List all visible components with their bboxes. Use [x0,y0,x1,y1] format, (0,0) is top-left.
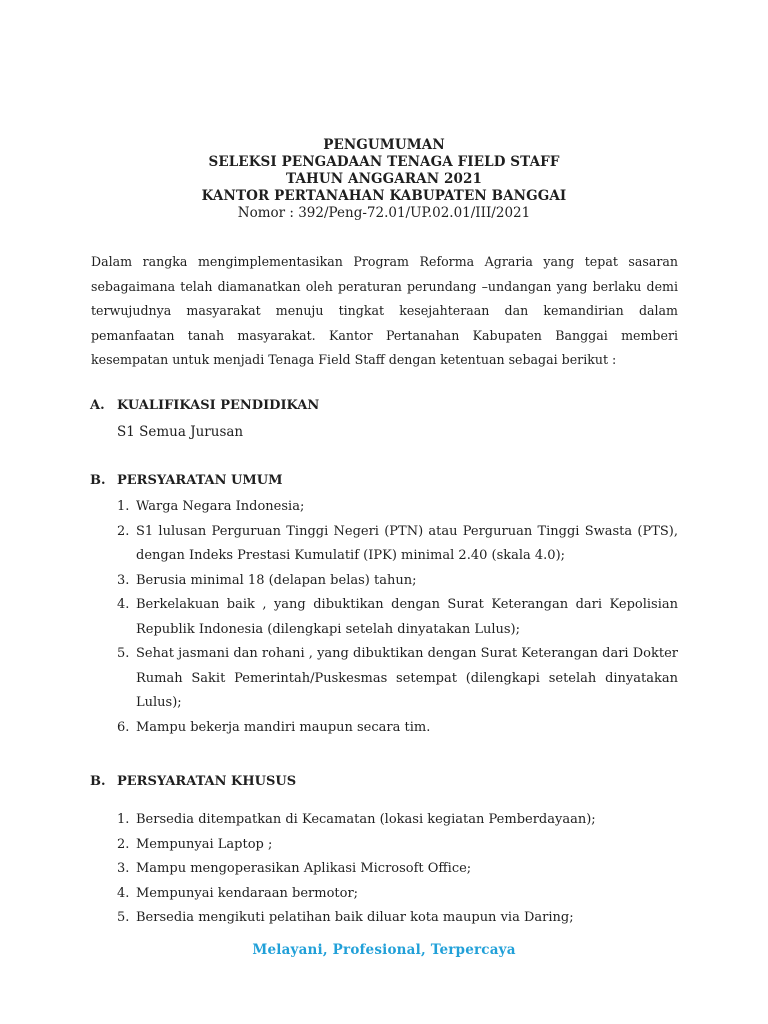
footer-motto: Melayani, Profesional, Terpercaya [252,942,516,958]
header-office: KANTOR PERTANAHAN KABUPATEN BANGGAI [201,188,567,204]
header-title: PENGUMUMAN [323,137,445,153]
list-item [117,495,678,520]
section-b2-heading [90,774,296,789]
list-item [117,569,678,594]
list-item-text: Mampu mengoperasikan Aplikasi Microsoft Office; [136,861,472,876]
list-item-number: 1. [117,812,130,827]
section-a-title: KUALIFIKASI PENDIDIKAN [117,398,320,413]
list-item-number: 2. [117,836,130,852]
section-b1-list [117,495,678,740]
list-item [117,906,678,931]
list-item-text: Berusia minimal 18 (delapan belas) tahun; [136,572,417,588]
list-item [117,716,678,741]
list-item [117,593,678,642]
header-subtitle: SELEKSI PENGADAAN TENAGA FIELD STAFF [208,154,560,170]
list-item-text: Mempunyai kendaraan bermotor; [136,885,359,901]
list-item [117,857,678,882]
list-item-number: 4. [117,597,130,612]
list-item-text: Berkelakuan baik , yang dibuktikan dengan Surat Keterangan dari Kepolisian Republik Indonesia (dilengkapi setelah dinyatakan Lulus); [136,597,678,637]
section-a-content: S1 Semua Jurusan [117,424,244,440]
document-header [0,137,768,222]
list-item-number: 4. [117,885,130,901]
list-item-number: 3. [117,861,130,876]
section-b2-title: PERSYARATAN KHUSUS [117,774,297,789]
list-item-text: Bersedia mengikuti pelatihan baik diluar kota maupun via Daring; [136,910,574,925]
section-a-letter: A. [90,398,105,413]
list-item [117,882,678,907]
list-item-number: 5. [117,646,130,661]
section-a-heading [90,398,319,413]
list-item-number: 2. [117,523,130,539]
list-item-text: Bersedia ditempatkan di Kecamatan (lokasi kegiatan Pemberdayaan); [136,812,596,827]
list-item-text: Mampu bekerja mandiri maupun secara tim. [136,719,431,735]
list-item-text: Mempunyai Laptop ; [136,836,273,852]
section-b1-title: PERSYARATAN UMUM [117,473,283,488]
header-year: TAHUN ANGGARAN 2021 [286,171,482,187]
list-item [117,642,678,716]
list-item [117,520,678,569]
section-b2-list [117,808,678,931]
section-b1-letter: B. [90,473,106,488]
list-item [117,833,678,858]
header-number: Nomor : 392/Peng-72.01/UP.02.01/III/2021 [237,205,531,221]
list-item [117,808,678,833]
list-item-text: Warga Negara Indonesia; [136,499,305,514]
intro-paragraph: Dalam rangka mengimplementasikan Program Reforma Agraria yang tepat sasaran sebagaimana telah diamanatkan oleh peraturan perundang –undangan yang berlaku demi terwujudnya masyarakat menuju tingkat kesejahteraan dan kemandirian dalam pemanfaatan tanah masyarakat. Kantor Pertanahan Kabupaten Banggai memberi kesempatan untuk menjadi Tenaga Field Staff dengan ketentuan sebagai berikut : [91,254,678,367]
list-item-number: 5. [117,910,130,925]
list-item-text: S1 lulusan Perguruan Tinggi Negeri (PTN) atau Perguruan Tinggi Swasta (PTS), dengan Indeks Prestasi Kumulatif (IPK) minimal 2.40 (skala 4.0); [136,523,678,563]
list-item-number: 1. [117,499,130,514]
list-item-text: Sehat jasmani dan rohani , yang dibuktikan dengan Surat Keterangan dari Dokter Rumah Sakit Pemerintah/Puskesmas setempat (dilengkapi setelah dinyatakan Lulus); [136,646,678,710]
section-b1-heading [90,473,283,488]
list-item-number: 6. [117,719,130,735]
section-b2-letter: B. [90,774,106,789]
list-item-number: 3. [117,572,130,588]
